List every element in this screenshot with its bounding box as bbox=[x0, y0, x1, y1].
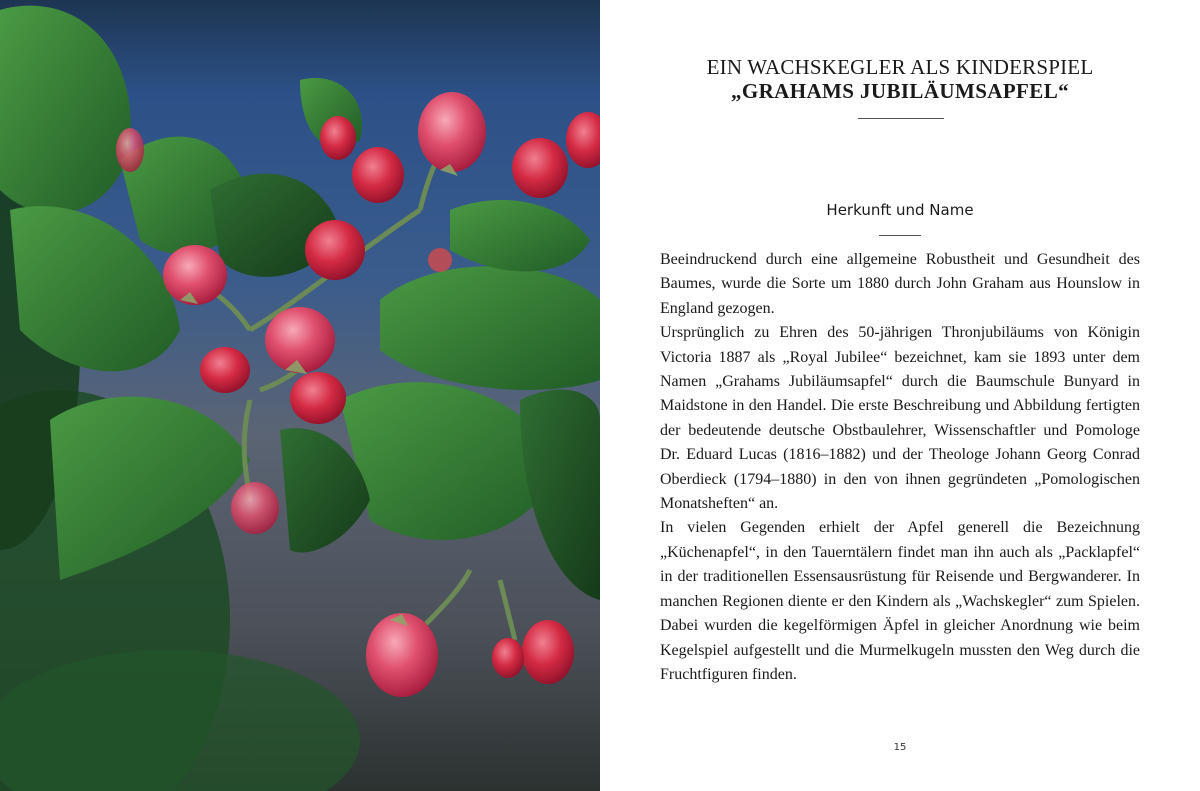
section-divider bbox=[879, 235, 921, 236]
body-text bbox=[660, 248, 1140, 687]
right-page-text bbox=[600, 0, 1200, 791]
page-number: 15 bbox=[893, 742, 907, 753]
section-heading: Herkunft und Name bbox=[826, 201, 974, 219]
chapter-title-line1: EIN WACHSKEGLER ALS KINDERSPIEL bbox=[706, 55, 1094, 79]
paragraph-3: In vielen Gegenden erhielt der Apfel generell die Bezeichnung „Küchenapfel“, in den Tauerntälern findet man ihn auch als „Packlapfel“ in der traditionellen Essensausrüstung für Reisende und Bergwanderer. In manchen Regionen diente er den Kindern als „Wachskegler“ zum Spielen. Dabei wurden die kegelförmigen Äpfel in gleicher Anordnung wie beim Kegelspiel aufgestellt und die Murmelkugeln mussten den Weg durch die Fruchtfiguren finden. bbox=[660, 519, 1140, 683]
title-divider bbox=[858, 118, 944, 119]
paragraph-2: Ursprünglich zu Ehren des 50-jährigen Thronjubiläums von Königin Victoria 1887 als „Royal Jubilee“ bezeichnet, kam sie 1893 unter dem Namen „Grahams Jubiläumsapfel“ durch die Baumschule Bunyard in Maidstone in den Handel. Die erste Beschreibung und Abbildung fertigten der bedeutende deutsche Obstbaulehrer, Wissenschaftler und Pomologe Dr. Eduard Lucas (1816–1882) und der Theologe Johann Georg Conrad Oberdieck (1794–1880) in den von ihnen gegründeten „Pomologischen Monatsheften“ an. bbox=[660, 324, 1140, 513]
chapter-title-line2: „GRAHAMS JUBILÄUMSAPFEL“ bbox=[730, 79, 1070, 103]
paragraph-1: Beeindruckend durch eine allgemeine Robustheit und Gesundheit des Baumes, wurde die Sorte um 1880 durch John Graham aus Hounslow in England gezogen. bbox=[660, 251, 1140, 317]
